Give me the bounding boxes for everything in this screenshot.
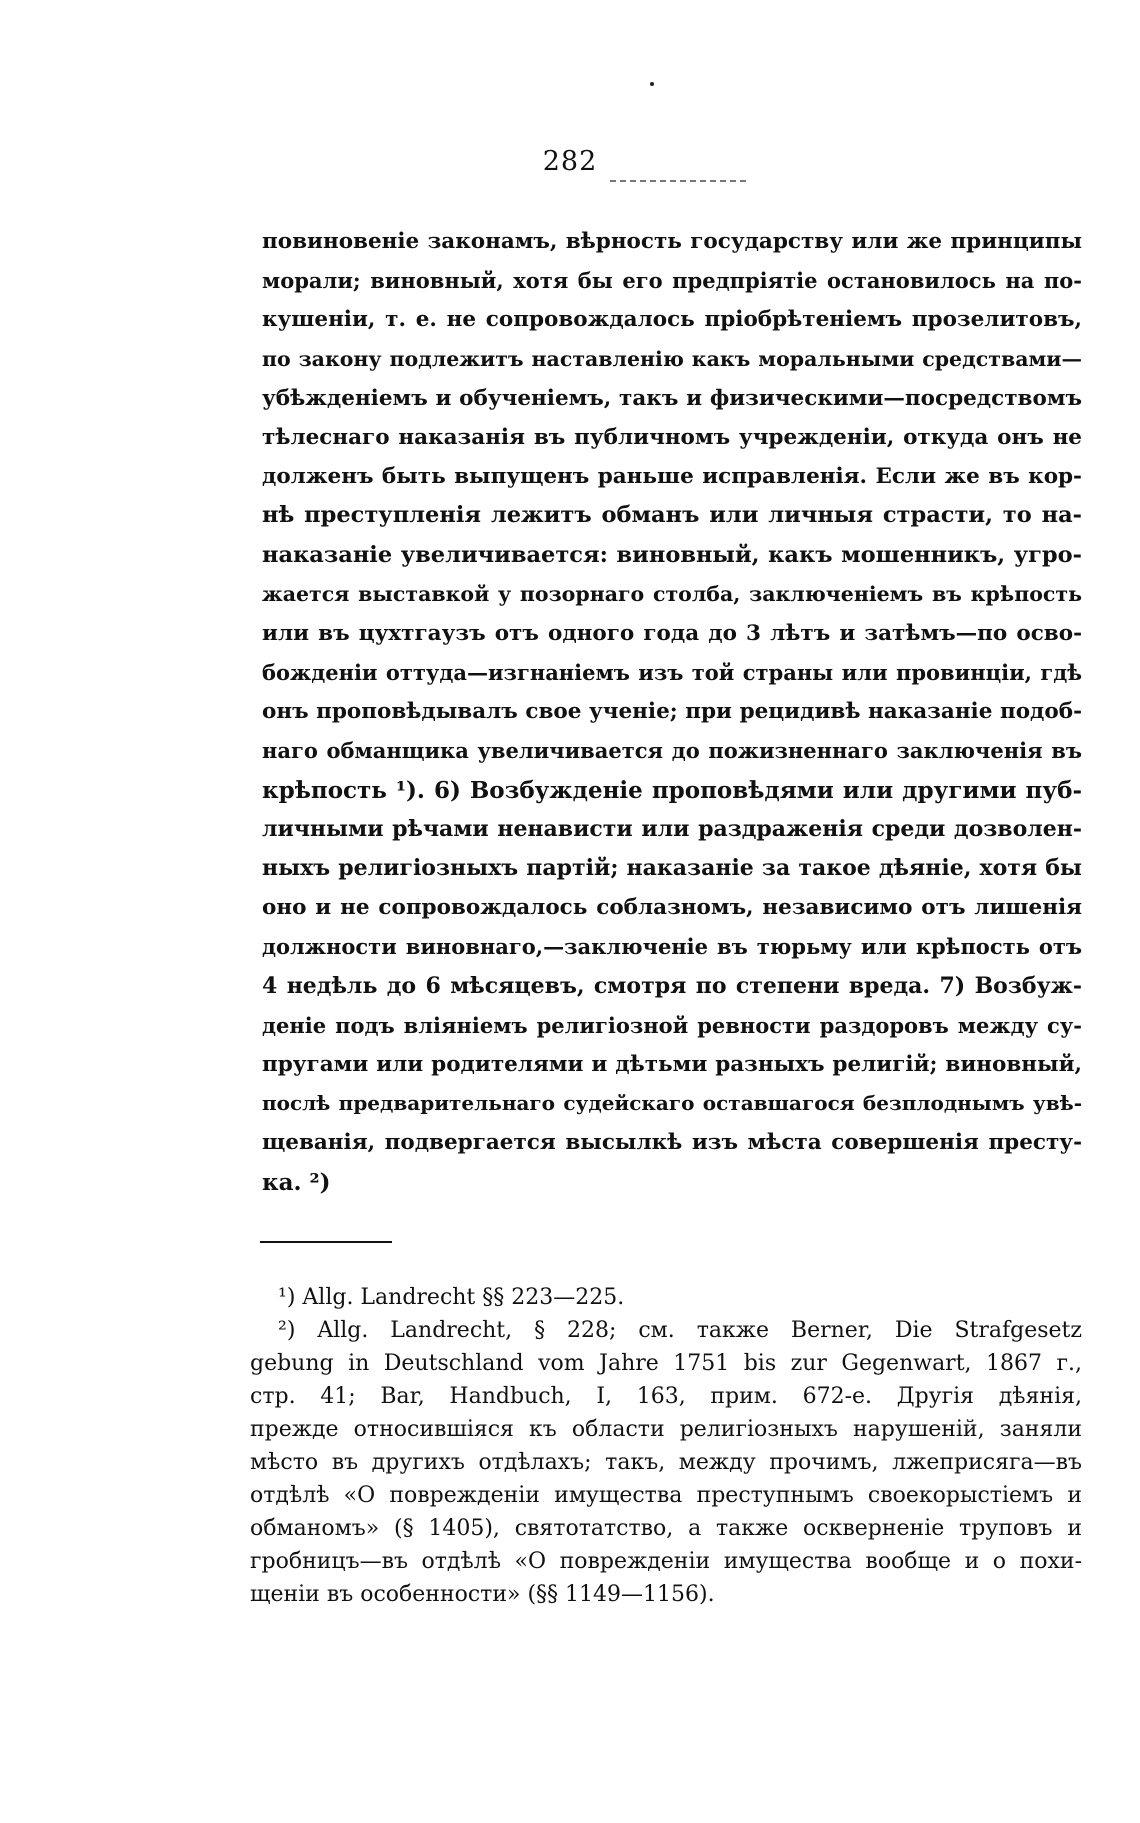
footnote-line: отдѣлѣ «О поврежденіи имущества преступнымъ своекорыстіемъ и [250,1483,1082,1508]
footnote-line: обманомъ» (§ 1405), святотатство, а также оскверненіе труповъ и [250,1516,1082,1541]
text-line: кушеніи, т. е. не сопровождалось пріобрѣтеніемъ прозелитовъ, [262,307,1082,333]
text-line: ка. ²) [262,1168,331,1196]
printing-speck [650,82,654,86]
text-line: онъ проповѣдывалъ свое ученіе; при рецидивѣ наказаніе подоб- [262,699,1082,725]
text-line: по закону подлежитъ наставленію какъ моральными средствами— [262,346,1082,371]
text-line: крѣпость ¹). 6) Возбужденіе проповѣдями или другими пуб- [262,776,1082,804]
footnote-line: ¹) Allg. Landrecht §§ 223—225. [278,1285,625,1310]
footnote-separator [260,1241,392,1243]
text-line: должности виновнаго,—заключеніе въ тюрьму или крѣпость отъ [262,934,1082,960]
footnote-line: стр. 41; Bar, Handbuch, I, 163, прим. 672-е. Другія дѣянія, [250,1384,1082,1409]
text-line: деніе подъ вліяніемъ религіозной ревности раздоровъ между су- [262,1012,1082,1038]
text-line: повиновеніе законамъ, вѣрность государству или же принципы [262,229,1082,254]
text-line: оно и не сопровождалось соблазномъ, независимо отъ лишенія [262,895,1082,921]
footnotes-block [250,1281,1082,1611]
footnote-line: прежде относившіяся къ области религіозныхъ нарушеній, заняли [250,1417,1082,1442]
footnote-line: gebung in Deutschland vom Jahre 1751 bis zur Gegenwart, 1867 г., [250,1351,1082,1376]
text-line: 4 недѣль до 6 мѣсяцевъ, смотря по степени вреда. 7) Возбуж- [262,972,1082,999]
text-line: послѣ предварительнаго судейскаго оставшагося безплоднымъ увѣ- [262,1091,1082,1116]
text-line: убѣжденіемъ и обученіемъ, такъ и физическими—посредствомъ [262,385,1082,411]
text-line: щеванія, подвергается высылкѣ изъ мѣста совершенія престу- [262,1130,1082,1156]
text-line: нѣ преступленія лежитъ обманъ или личныя страсти, то на- [262,502,1082,529]
text-line: пругами или родителями и дѣтьми разныхъ религій; виновный, [262,1051,1082,1077]
main-text-body [262,222,1082,1202]
text-line: морали; виновный, хотя бы его предпріятіе остановилось на по- [262,268,1082,294]
text-line: личными рѣчами ненависти или раздраженія среди дозволен- [262,815,1082,842]
text-line: жается выставкой у позорнаго столба, заключеніемъ въ крѣпость [262,581,1082,606]
page-number: 282 [542,146,598,177]
footnote-line: мѣсто въ другихъ отдѣлахъ; такъ, между прочимъ, лжеприсяга—въ [250,1450,1082,1475]
footnote-line: щеніи въ особенности» (§§ 1149—1156). [250,1582,715,1607]
text-line: наказаніе увеличивается: виновный, какъ мошенникъ, угро- [262,541,1082,568]
footnote-line: ²) Allg. Landrecht, § 228; см. также Berner, Die Strafgesetz [278,1318,1082,1343]
text-line: ныхъ религіозныхъ партій; наказаніе за такое дѣяніе, хотя бы [262,855,1082,881]
text-line: или въ цухтгаузъ отъ одного года до 3 лѣтъ и затѣмъ—по осво- [262,620,1082,646]
footnote-line: гробницъ—въ отдѣлѣ «О поврежденіи имущества вообще и о похи- [250,1549,1082,1574]
text-line: божденіи оттуда—изгнаніемъ изъ той страны или провинціи, гдѣ [262,660,1082,686]
text-line: наго обманщика увеличивается до пожизненнаго заключенія въ [262,738,1082,764]
text-line: долженъ быть выпущенъ раньше исправленія. Если же въ кор- [262,464,1082,490]
page-number-underline [610,180,746,182]
text-line: тѣлеснаго наказанія въ публичномъ учрежденіи, откуда онъ не [262,424,1082,450]
